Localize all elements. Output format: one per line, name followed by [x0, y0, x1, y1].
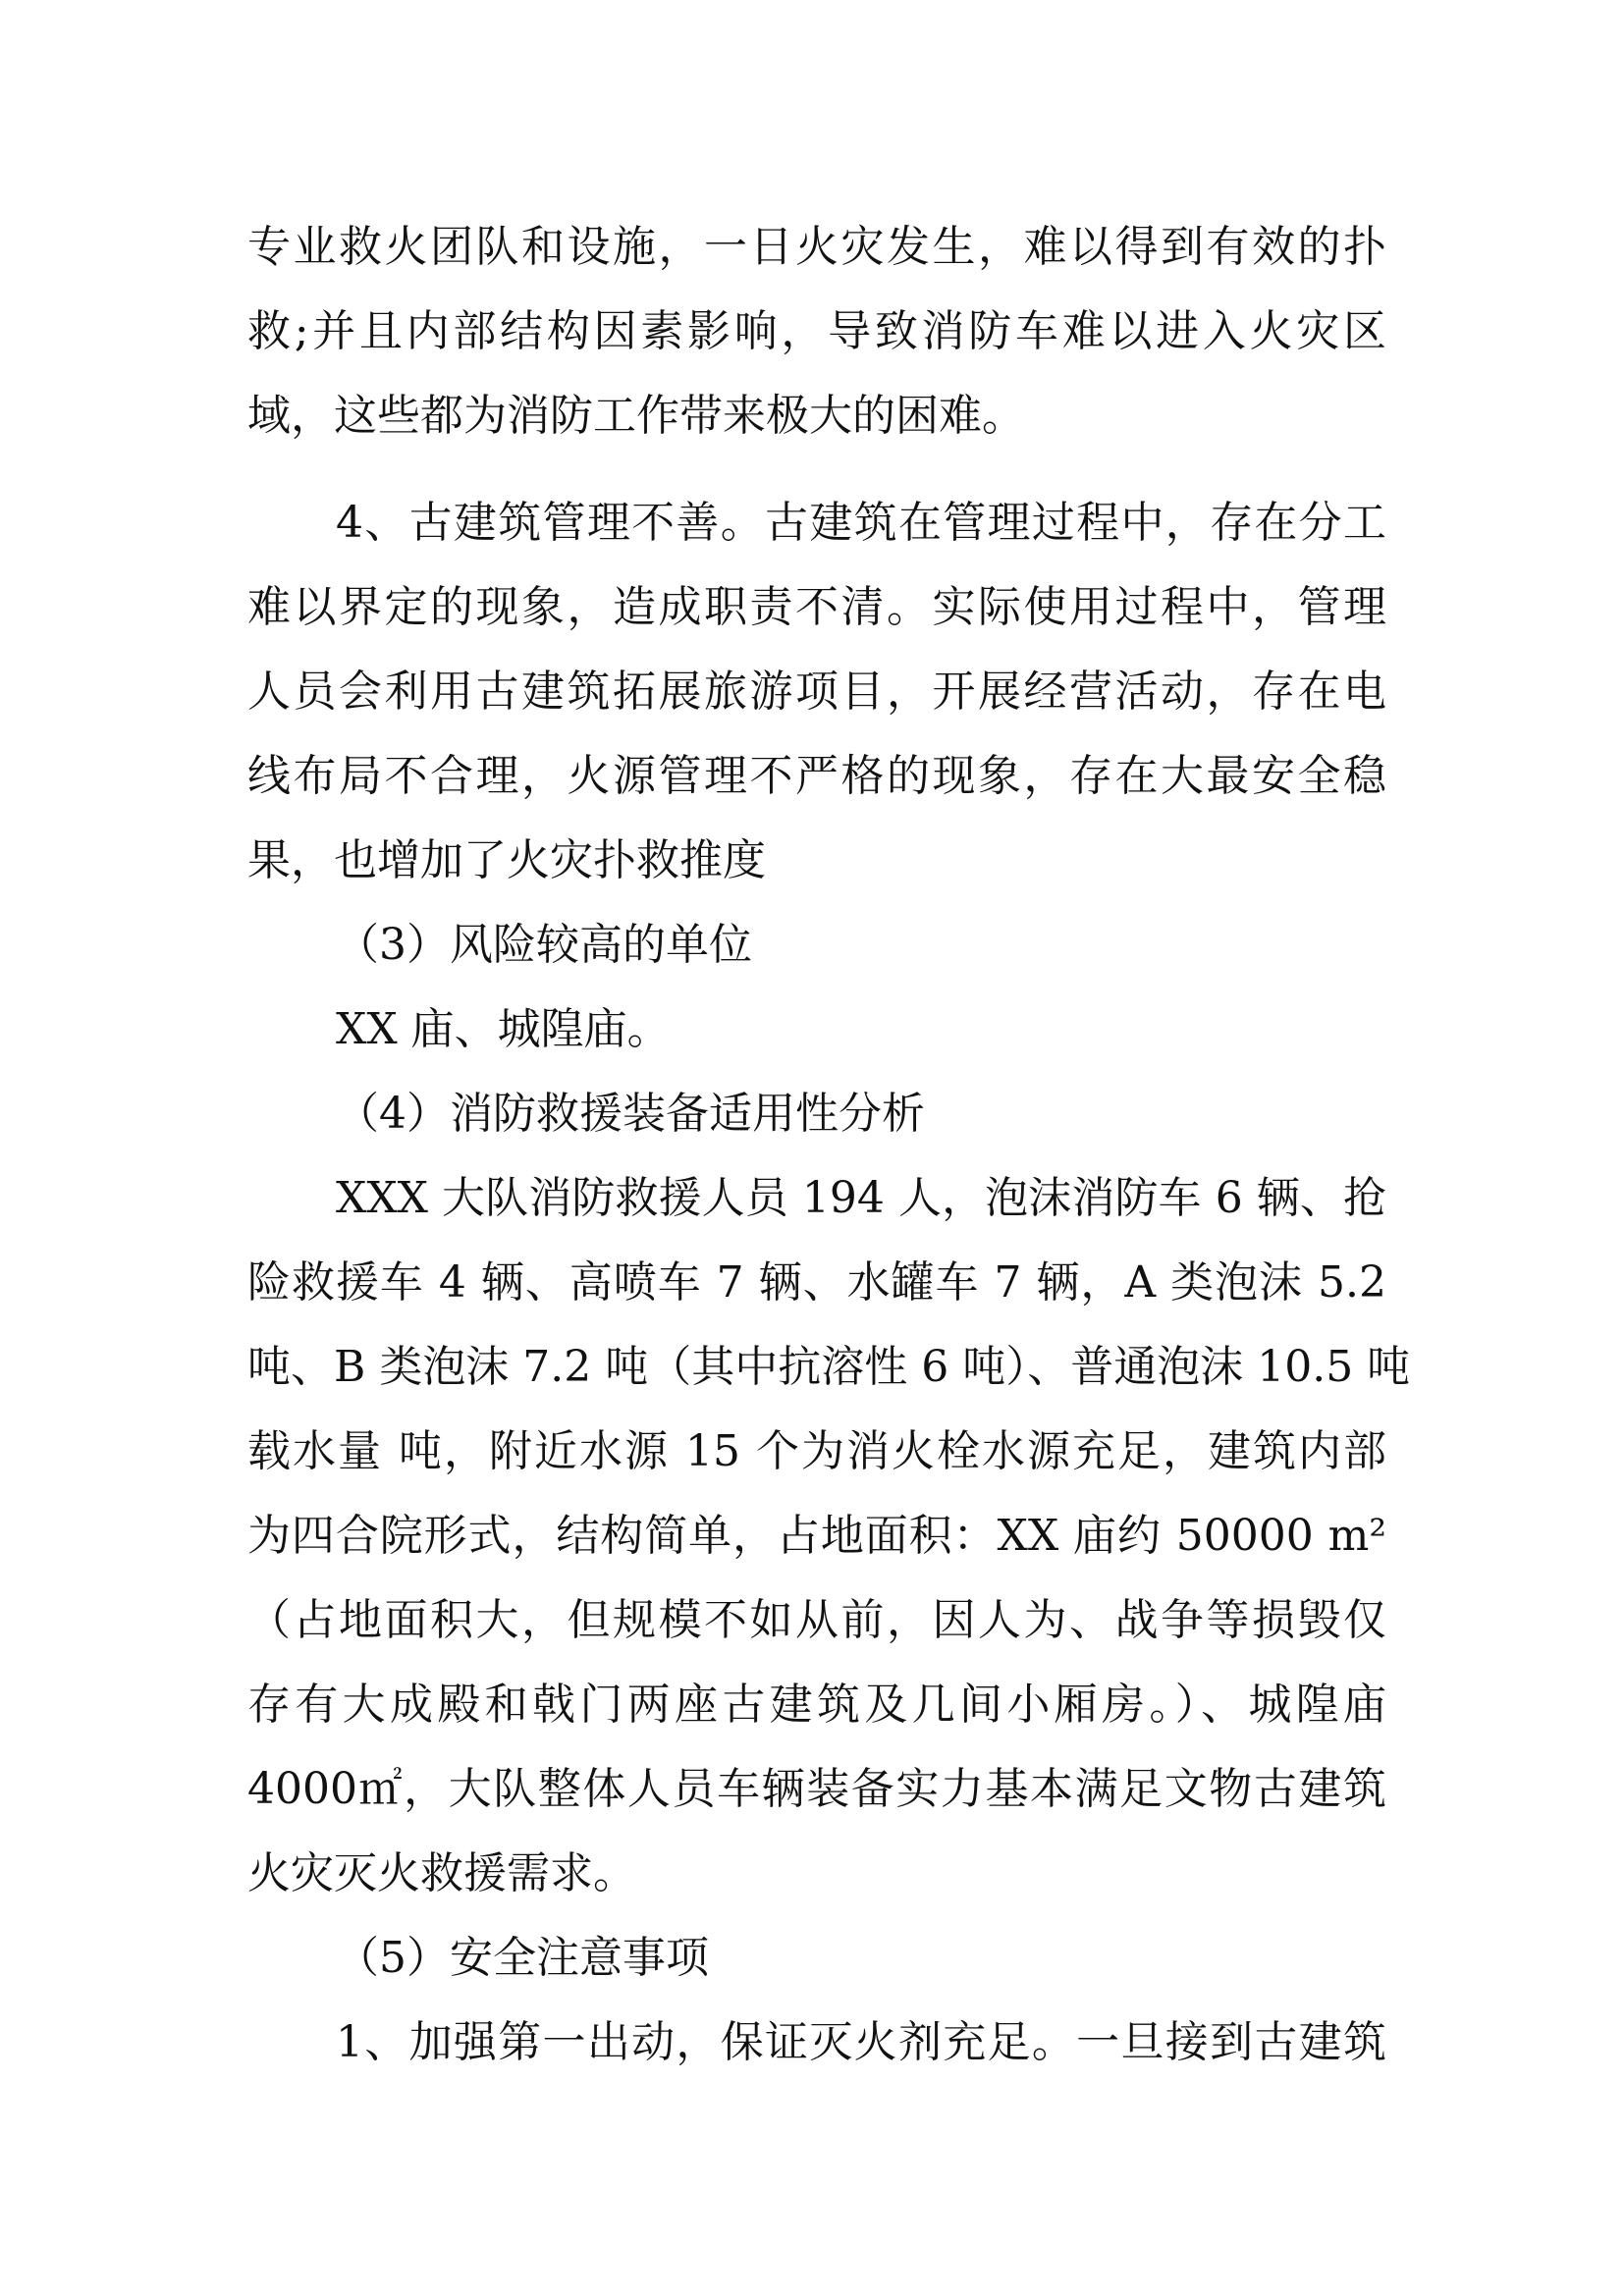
paragraph-line-14: 吨、B 类泡沫 7.2 吨（其中抗溶性 6 吨）、普通泡沫 10.5 吨 — [247, 1342, 1411, 1392]
paragraph-line-12: XXX 大队消防救援人员 194 人，泡沫消防车 6 辆、抢 — [336, 1173, 1386, 1223]
section-heading-4: （4）消防救援装备适用性分析 — [336, 1089, 925, 1139]
paragraph-line-6: 人员会利用古建筑拓展旅游项目，开展经营活动，存在电 — [247, 667, 1386, 717]
paragraph-line-2: 救;并且内部结构因素影响，导致消防车难以进入火灾区 — [247, 306, 1386, 356]
paragraph-line-1: 专业救火团队和设施，一日火灾发生，难以得到有效的扑 — [247, 222, 1386, 272]
section-heading-5: （5）安全注意事项 — [336, 1933, 709, 1983]
paragraph-line-10: XX 庙、城隍庙。 — [336, 1004, 671, 1054]
paragraph-line-17: （占地面积大，但规模不如从前，因人为、战争等损毁仅 — [247, 1595, 1386, 1645]
paragraph-line-7: 线布局不合理，火源管理不严格的现象，存在大最安全稳 — [247, 751, 1386, 801]
paragraph-line-19: 4000㎡，大队整体人员车辆装备实力基本满足文物古建筑 — [247, 1764, 1386, 1814]
paragraph-line-18: 存有大成殿和戟门两座古建筑及几间小厢房。）、城隍庙 — [247, 1680, 1386, 1730]
paragraph-line-13: 险救援车 4 辆、高喷车 7 辆、水罐车 7 辆，A 类泡沫 5.2 — [247, 1257, 1386, 1308]
paragraph-line-5: 难以界定的现象，造成职责不清。实际使用过程中，管理 — [247, 582, 1386, 632]
paragraph-line-20: 火灾灭火救援需求。 — [247, 1848, 636, 1898]
paragraph-line-15: 载水量 吨，附近水源 15 个为消火栓水源充足，建筑内部 — [247, 1426, 1386, 1476]
paragraph-line-4: 4、古建筑管理不善。古建筑在管理过程中，存在分工 — [336, 498, 1386, 548]
paragraph-line-22: 1、加强第一出动，保证灭火剂充足。一旦接到古建筑 — [336, 2017, 1386, 2067]
paragraph-line-3: 域，这些都为消防工作带来极大的困难。 — [247, 391, 1025, 441]
section-heading-3: （3）风险较高的单位 — [336, 920, 752, 970]
paragraph-line-8: 果，也增加了火灾扑救推度 — [247, 835, 766, 885]
paragraph-line-16: 为四合院形式，结构简单，占地面积：XX 庙约 50000 m² — [247, 1511, 1386, 1561]
